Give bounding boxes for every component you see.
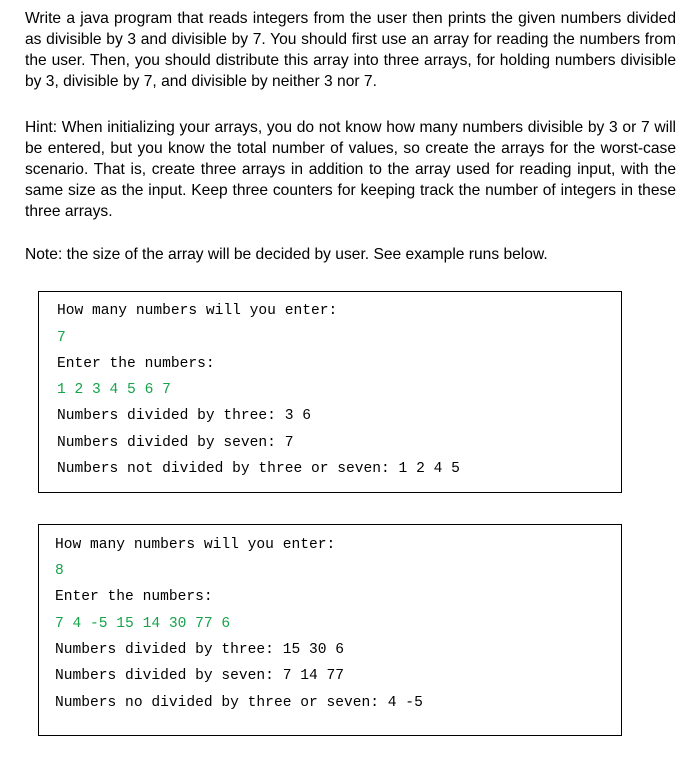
count-input: 7 [57, 330, 66, 346]
output-divisible-seven: Numbers divided by seven: 7 [57, 435, 294, 451]
output-neither: Numbers no divided by three or seven: 4 -5 [55, 695, 423, 711]
output-divisible-three: Numbers divided by three: 15 30 6 [55, 642, 345, 658]
prompt-numbers: Enter the numbers: [57, 356, 215, 372]
hint-paragraph: Hint: When initializing your arrays, you do not know how many numbers divisible by 3 or 7 will be entered, but you know the total number of values, so create the arrays for the worst-case scenario. That is, create three arrays in addition to the array used for reading input, with the same size as the input. Keep three counters for keeping track the number of integers in these three arrays. [25, 119, 676, 220]
prompt-count: How many numbers will you enter: [57, 303, 338, 319]
example-run-2 [38, 524, 622, 736]
prompt-numbers: Enter the numbers: [55, 589, 213, 605]
count-input: 8 [55, 563, 64, 579]
example-run-1 [38, 291, 622, 493]
numbers-input: 7 4 -5 15 14 30 77 6 [55, 616, 231, 632]
task-description: Write a java program that reads integers from the user then prints the given numbers divided as divisible by 3 and divisible by 7. You should first use an array for reading the numbers from the user. Then, you should distribute this array into three arrays, for holding numbers divisible by 3, divisible by 7, and divisible by neither 3 nor 7. [25, 10, 676, 90]
output-neither: Numbers not divided by three or seven: 1 2 4 5 [57, 461, 460, 477]
output-divisible-seven: Numbers divided by seven: 7 14 77 [55, 668, 345, 684]
numbers-input: 1 2 3 4 5 6 7 [57, 382, 171, 398]
output-divisible-three: Numbers divided by three: 3 6 [57, 408, 311, 424]
prompt-count: How many numbers will you enter: [55, 537, 336, 553]
note-paragraph: Note: the size of the array will be decided by user. See example runs below. [25, 246, 548, 263]
